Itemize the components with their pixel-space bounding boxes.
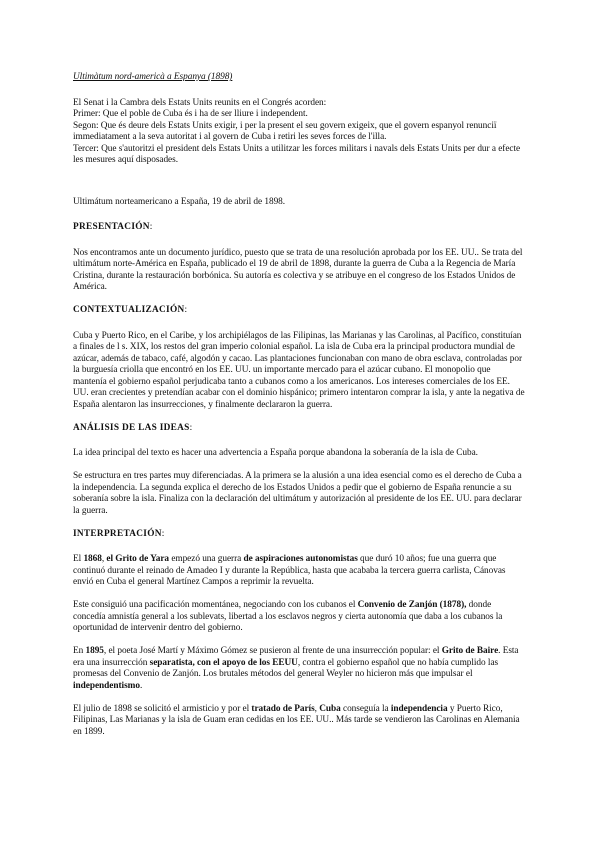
paragraph: Cuba y Puerto Rico, en el Caribe, y los archipiélagos de las Filipinas, las Marianas y las Carolinas, al Pacífico, constituían a finales de l s. XIX, los restos del gran imperio colonial español. La isla de Cuba era la principal productora mundial de azúcar, además de tabaco, café, algodón y cacao. Las plantaciones funcionaban con mano de obra esclava, controladas por la burguesía criolla que encontró en los EE. UU. un importante mercado para el azúcar cubano. El monopolio que mantenía el gobierno español perjudicaba tanto a cubanos como a los americanos. Los intereses comerciales de los EE. UU. eran crecientes y pretendían acabar con el dominio hispánico; primero intentaron comprar la isla, y ante la negativa de España alentaron las insurrecciones, y finalmente declararon la guerra. [73, 330, 525, 410]
paragraph: Nos encontramos ante un documento jurídico, puesto que se trata de una resolución aprobada por los EE. UU.. Se trata del ultimátum norte-América en España, publicado el 19 de abril de 1898, durante la guerra de Cuba a la Regencia de María Cristina, durante la restauración borbónica. Su autoría es colectiva y se atribuye en el congreso de los Estados Unidos de América. [73, 247, 523, 292]
source-line: Segon: Que és deure dels Estats Units exigir, i per la present el seu govern exigeix, que el govern espanyol renunciï immediatament a la seva autoritat i al govern de Cuba i retiri les seves forces de l'illa. [73, 120, 497, 142]
document-title: Ultimàtum nord-americà a Espanya (1898) [73, 72, 233, 82]
dateline: Ultimátum norteamericano a España, 19 de abril de 1898. [73, 196, 286, 207]
paragraph: Este consiguió una pacificación momentánea, negociando con los cubanos el Convenio de Zanjón (1878), donde concedía amnistía general a los sublevats, libertad a los esclavos negros y cierta autonomía que daba a los cubanos la oportunidad de intervenir dentro del gobierno. [73, 600, 503, 633]
heading-analisis: ANÁLISIS DE LAS IDEAS: [73, 422, 193, 433]
source-line: El Senat i la Cambra dels Estats Units reunits en el Congrés acorden: [73, 97, 327, 108]
paragraph: El 1868, el Grito de Yara empezó una guerra de aspiraciones autonomistas que duró 10 años; fue una guerra que continuó durante el reinado de Amadeo I y durante la República, hasta que acababa la tercera guerra carlista, Cánovas envió en Cuba el general Martínez Campos a reprimir la revuelta. [73, 554, 506, 587]
heading-presentacion: PRESENTACIÓN: [73, 222, 153, 232]
heading-contextualizacion: CONTEXTUALIZACIÓN: [73, 305, 188, 315]
source-line: Tercer: Que s'autoritzi el president dels Estats Units a utilitzar les forces militars i navals dels Estats Units per dur a efecte les mesures aquí disposades. [73, 143, 521, 165]
heading-interpretacion: INTERPRETACIÓN: [73, 528, 165, 539]
paragraph: En 1895, el poeta José Martí y Máximo Gómez se pusieron al frente de una insurrección popular: el Grito de Baire. Esta era una insurrección separatista, con el apoyo de los EEUU, contra el gobierno español que no había cumplido las promesas del Convenio de Zanjón. Los brutales métodos del general Weyler no hicieron más que impulsar el independentismo. [73, 646, 519, 691]
paragraph: La idea principal del texto es hacer una advertencia a España porque abandona la soberanía de la isla de Cuba. [73, 448, 478, 458]
paragraph: El julio de 1898 se solicitó el armisticio y por el tratado de París, Cuba conseguía la independencia y Puerto Rico, Filipinas, Las Marianas y la isla de Guam eran cedidas en los EE. UU.. Más tarde se vendieron las Carolinas en Alemania en 1899. [73, 703, 520, 737]
source-line: Primer: Que el poble de Cuba és i ha de ser lliure i independent. [73, 109, 308, 119]
document-page [73, 72, 525, 750]
source-text [73, 98, 525, 167]
paragraph: Se estructura en tres partes muy diferenciadas. A la primera se la alusión a una idea esencial como es el derecho de Cuba a la independencia. La segunda explica el derecho de los Estados Unidos a pedir que el gobierno de España renuncie a su soberanía sobre la isla. Finaliza con la declaración del ultimátum y autorización al presidente de los EE. UU. para declarar la guerra. [73, 471, 522, 516]
